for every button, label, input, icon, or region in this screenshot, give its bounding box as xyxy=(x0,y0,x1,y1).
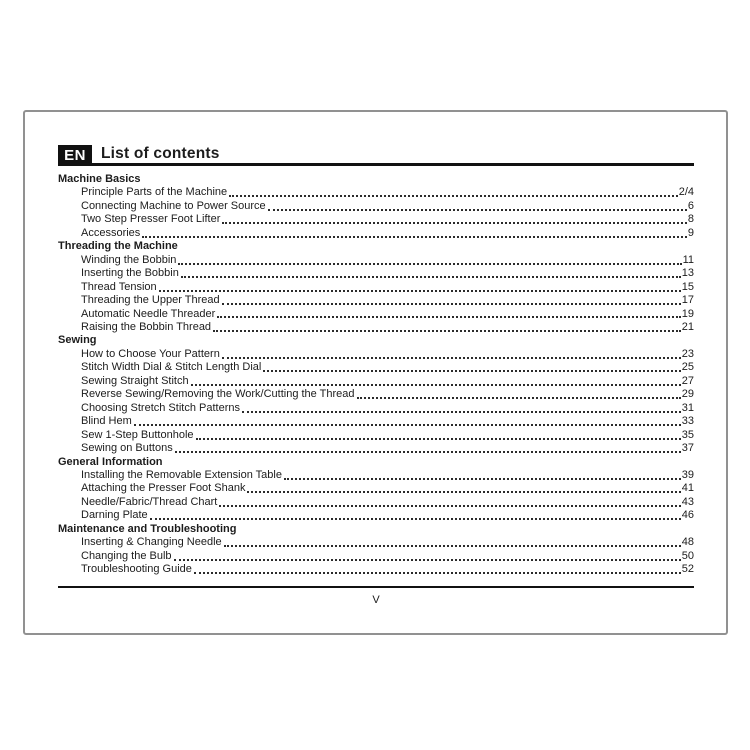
toc-entry-page: 9 xyxy=(687,226,694,239)
table-of-contents xyxy=(58,173,694,577)
toc-entry-label: Attaching the Presser Foot Shank xyxy=(81,482,246,495)
toc-entry-page: 29 xyxy=(681,388,694,401)
toc-entry xyxy=(81,200,694,213)
toc-entry xyxy=(81,321,694,334)
dotted-leader xyxy=(222,222,686,224)
toc-entry-label: Automatic Needle Threader xyxy=(81,307,216,320)
toc-entry-page: 52 xyxy=(681,563,694,576)
toc-entry-label: Changing the Bulb xyxy=(81,549,172,562)
toc-entry-page: 48 xyxy=(681,536,694,549)
toc-entry-label: Installing the Removable Extension Table xyxy=(81,468,282,481)
toc-entry xyxy=(81,186,694,199)
toc-entry-label: Threading the Upper Thread xyxy=(81,294,220,307)
toc-entry-page: 39 xyxy=(681,468,694,481)
toc-entry-label: Connecting Machine to Power Source xyxy=(81,199,266,212)
dotted-leader xyxy=(213,330,681,332)
toc-section-heading: Sewing xyxy=(58,334,97,347)
dotted-leader xyxy=(229,195,678,197)
page-title: List of contents xyxy=(101,145,220,162)
toc-entry xyxy=(81,227,694,240)
dotted-leader xyxy=(191,384,681,386)
toc-entry xyxy=(81,254,694,267)
toc-entry-page: 23 xyxy=(681,347,694,360)
toc-entry-label: Troubleshooting Guide xyxy=(81,563,192,576)
toc-entry-label: Raising the Bobbin Thread xyxy=(81,320,212,333)
toc-entry-page: 15 xyxy=(681,280,694,293)
toc-entry xyxy=(81,563,694,576)
dotted-leader xyxy=(194,572,681,574)
toc-entry-page: 50 xyxy=(681,549,694,562)
dotted-leader xyxy=(174,559,681,561)
toc-entry-label: Two Step Presser Foot Lifter xyxy=(81,213,221,226)
dotted-leader xyxy=(142,236,687,238)
toc-entry xyxy=(81,496,694,509)
toc-entry xyxy=(81,402,694,415)
toc-entry xyxy=(81,509,694,522)
dotted-leader xyxy=(134,424,681,426)
toc-entry-page: 2/4 xyxy=(678,186,694,199)
dotted-leader xyxy=(222,357,681,359)
toc-section-heading: Machine Basics xyxy=(58,173,141,185)
toc-entry-page: 19 xyxy=(681,307,694,320)
toc-entry-page: 46 xyxy=(681,509,694,522)
toc-entry xyxy=(81,308,694,321)
toc-entry-label: Blind Hem xyxy=(81,415,132,428)
toc-entry xyxy=(81,348,694,361)
dotted-leader xyxy=(159,290,681,292)
toc-entry xyxy=(81,375,694,388)
toc-entry-label: Choosing Stretch Stitch Patterns xyxy=(81,401,240,414)
dotted-leader xyxy=(217,316,680,318)
toc-entry-page: 21 xyxy=(681,320,694,333)
toc-entry xyxy=(81,388,694,401)
header-rule xyxy=(92,145,694,166)
toc-entry-label: Thread Tension xyxy=(81,280,157,293)
dotted-leader xyxy=(357,397,681,399)
toc-entry-page: 35 xyxy=(681,428,694,441)
toc-entry-page: 6 xyxy=(687,199,694,212)
folio-page-number: V xyxy=(372,593,380,606)
toc-entry xyxy=(81,482,694,495)
toc-entry-label: Inserting the Bobbin xyxy=(81,267,179,280)
dotted-leader xyxy=(268,209,687,211)
toc-entry-page: 17 xyxy=(681,294,694,307)
toc-entry-label: Darning Plate xyxy=(81,509,148,522)
toc-entry-label: Stitch Width Dial & Stitch Length Dial xyxy=(81,361,262,374)
toc-entry xyxy=(81,550,694,563)
toc-section-heading: Threading the Machine xyxy=(58,240,178,253)
page-content xyxy=(58,145,694,606)
toc-entry-page: 43 xyxy=(681,495,694,508)
toc-entry-label: Reverse Sewing/Removing the Work/Cutting the Thread xyxy=(81,388,355,401)
dotted-leader xyxy=(284,478,681,480)
contents-header xyxy=(58,145,694,166)
dotted-leader xyxy=(247,491,680,493)
toc-entry-page: 8 xyxy=(687,213,694,226)
dotted-leader xyxy=(224,545,681,547)
toc-entry xyxy=(81,536,694,549)
toc-entry-label: Inserting & Changing Needle xyxy=(81,536,222,549)
dotted-leader xyxy=(222,303,681,305)
manual-page xyxy=(23,110,728,635)
dotted-leader xyxy=(219,505,680,507)
toc-entry-page: 31 xyxy=(681,401,694,414)
toc-entry-page: 33 xyxy=(681,415,694,428)
toc-entry xyxy=(81,469,694,482)
language-badge: EN xyxy=(58,145,92,166)
dotted-leader xyxy=(178,263,681,265)
footer-rule xyxy=(58,586,694,588)
toc-section-heading: General Information xyxy=(58,455,163,468)
toc-entry xyxy=(81,442,694,455)
dotted-leader xyxy=(263,370,680,372)
dotted-leader xyxy=(181,276,681,278)
toc-entry-label: Principle Parts of the Machine xyxy=(81,186,228,199)
toc-entry-label: Sewing Straight Stitch xyxy=(81,374,189,387)
toc-entry xyxy=(81,294,694,307)
toc-entry-page: 41 xyxy=(681,482,694,495)
dotted-leader xyxy=(150,518,681,520)
dotted-leader xyxy=(196,438,681,440)
toc-entry-page: 11 xyxy=(682,253,694,266)
toc-entry-label: Sewing on Buttons xyxy=(81,442,173,455)
toc-entry-page: 27 xyxy=(681,374,694,387)
toc-entry-label: Sew 1-Step Buttonhole xyxy=(81,428,194,441)
toc-entry-label: Winding the Bobbin xyxy=(81,253,177,266)
toc-entry-page: 37 xyxy=(681,442,694,455)
toc-entry-label: Needle/Fabric/Thread Chart xyxy=(81,495,218,508)
toc-entry xyxy=(81,267,694,280)
toc-entry xyxy=(81,415,694,428)
toc-entry-page: 25 xyxy=(681,361,694,374)
dotted-leader xyxy=(242,411,681,413)
toc-entry-page: 13 xyxy=(681,267,694,280)
dotted-leader xyxy=(175,451,681,453)
toc-entry-label: How to Choose Your Pattern xyxy=(81,347,220,360)
toc-entry xyxy=(81,213,694,226)
toc-entry xyxy=(81,429,694,442)
toc-entry xyxy=(81,361,694,374)
toc-entry-label: Accessories xyxy=(81,226,141,239)
toc-section-heading: Maintenance and Troubleshooting xyxy=(58,522,237,535)
toc-entry xyxy=(81,281,694,294)
